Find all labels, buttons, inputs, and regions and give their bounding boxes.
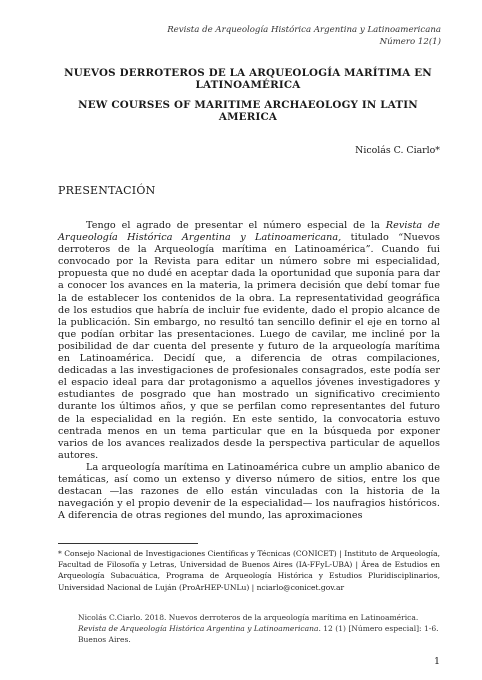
citation-intro: Nicolás C.Ciarlo. 2018. Nuevos derroteros de la arqueología marítima en Latinoamérica. — [78, 613, 419, 622]
author-name: Nicolás C. Ciarlo* — [355, 145, 440, 156]
paragraph-2: La arqueología marítima en Latinoamérica cubre un amplio abanico de temáticas, así como un extenso y diverso número de sitios, entre los que destacan —las razones de ello están vinculadas con la historia de la navegación y el propio devenir de la especialidad— los naufragios históricos. A diferencia de otras regiones del mundo, las aproximaciones — [58, 461, 440, 522]
section-heading: PRESENTACIÓN — [58, 184, 156, 197]
issue-number: Número 12(1) — [379, 36, 441, 47]
body-text — [58, 220, 440, 522]
footnote: * Consejo Nacional de Investigaciones Científicas y Técnicas (CONICET) | Instituto de Arqueología, Facultad de Filosofía y Letras, Universidad de Buenos Aires (IA-FFyL-UBA) | Área de Estudios en Arqueología Subacuática, Programa de Arqueología Histórica y Estudios Pluridisciplinarios, Universidad Nacional de Luján (ProArHEP-UNLu) | nciarlo@conicet.gov.ar — [58, 549, 440, 592]
page-number: 1 — [433, 656, 440, 667]
citation — [78, 612, 440, 646]
paragraph-1 — [58, 220, 440, 462]
paragraph-1-rest: titulado “Nuevos derroteros de la Arqueología marítima en Latinoamérica”. Cuando fui convocado por la Revista para editar un número sobre mi especialidad, propuesta que no dudé en aceptar dada la oportunidad que suponía para dar a conocer los avances en la materia, la primera decisión que debí tomar fue la de establecer los contenidos de la obra. La representatividad geográfica de los estudios que habría de incluir fue evidente, dado el propio alcance de la publicación. Sin embargo, no resultó tan sencillo definir el eje en torno al que podían orbitar las presentaciones. Luego de cavilar, me incliné por la posibilidad de dar cuenta del presente y futuro de la arqueología marítima en Latinoamérica. Decidí que, a diferencia de otras compilaciones, dedicadas a las investigaciones de profesionales consagrados, este podía ser el espacio ideal para dar protagonismo a aquellos jóvenes investigadores y estudiantes de posgrado que han mostrado un significativo crecimiento durante los últimos años, y que se perfilan como representantes del futuro de la especialidad en la región. En este sentido, la convocatoria estuvo centrada menos en un tema particular que en la búsqueda por exponer varios de los avances realizados desde la perspectiva particular de aquellos autores. — [58, 232, 440, 461]
paragraph-1-intro: Tengo el agrado de presentar el número especial de la — [86, 220, 386, 231]
citation-journal: Revista de Arqueología Histórica Argentina y Latinoamericana — [78, 624, 319, 634]
citation-rest: . 12 (1) [Número especial]: 1-6. Buenos Aires. — [78, 624, 439, 645]
footnote-divider — [58, 543, 198, 544]
title-english: NEW COURSES OF MARITIME ARCHAEOLOGY IN LATIN AMERICA — [78, 99, 418, 123]
title-spanish: NUEVOS DERROTEROS DE LA ARQUEOLOGÍA MARÍTIMA EN LATINOAMÉRICA — [64, 67, 432, 91]
journal-name: Revista de Arqueología Histórica Argentina y Latinoamericana — [167, 25, 441, 35]
journal-title-italic: Revista de Arqueología Histórica Argentina y Latinoamericana, — [58, 220, 440, 244]
running-head — [167, 25, 441, 48]
